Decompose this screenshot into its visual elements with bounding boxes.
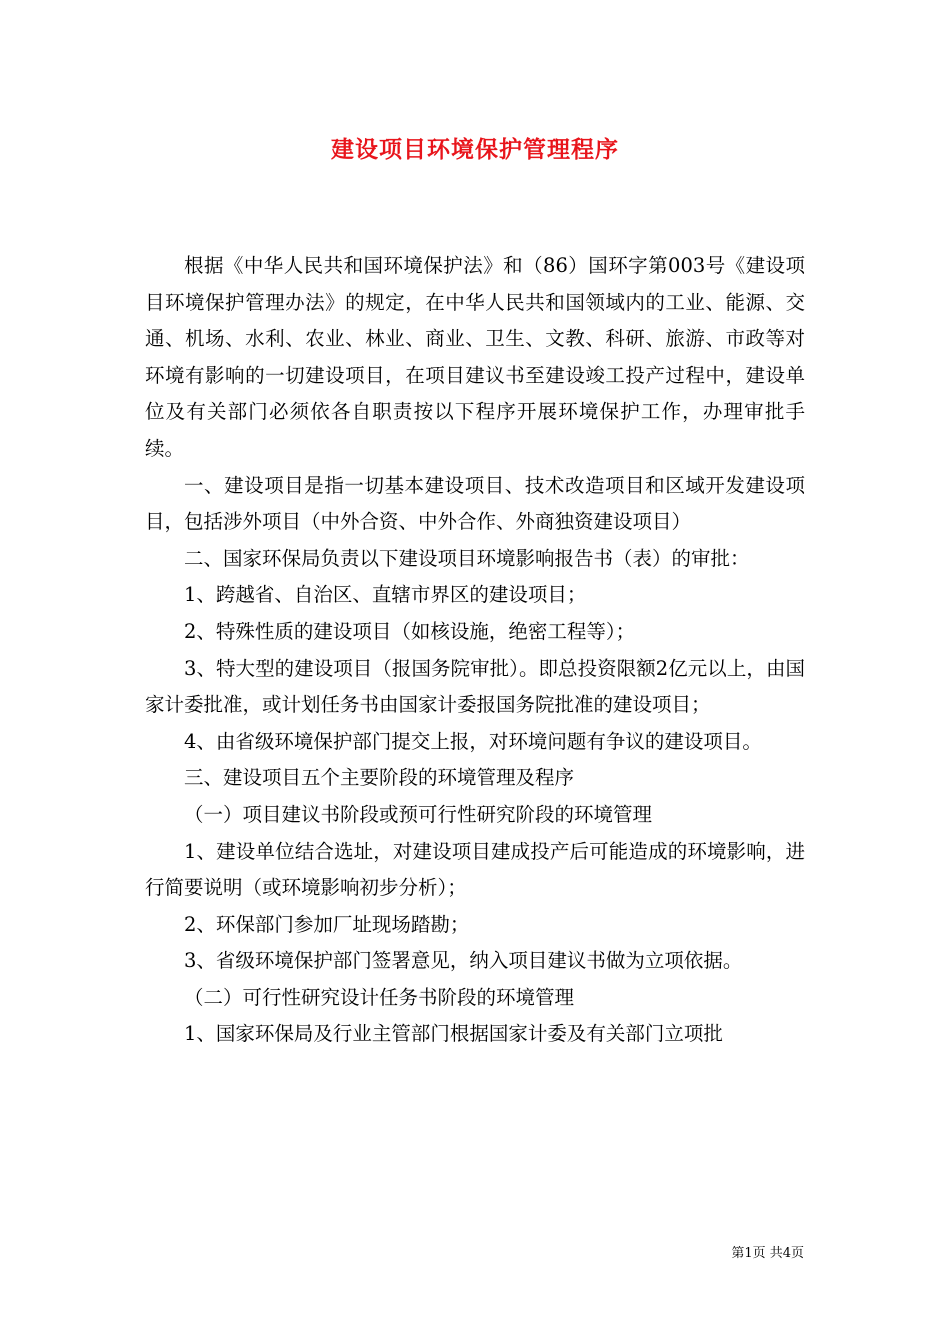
paragraph: 二、国家环保局负责以下建设项目环境影响报告书（表）的审批： bbox=[184, 546, 750, 570]
paragraph: 3、省级环境保护部门签署意见，纳入项目建议书做为立项依据。 bbox=[184, 949, 743, 973]
paragraph: 三、建设项目五个主要阶段的环境管理及程序 bbox=[184, 766, 575, 790]
paragraph: （一）项目建议书阶段或预可行性研究阶段的环境管理 bbox=[184, 802, 653, 826]
paragraph: 1、跨越省、自治区、直辖市界区的建设项目； bbox=[184, 583, 587, 607]
document-body bbox=[145, 248, 805, 1053]
paragraph: 1、国家环保局及行业主管部门根据国家计委及有关部门立项批 bbox=[184, 1022, 723, 1046]
paragraph: 4、由省级环境保护部门提交上报，对环境问题有争议的建设项目。 bbox=[184, 729, 762, 753]
paragraph: 3、特大型的建设项目（报国务院审批）。即总投资限额2亿元以上，由国家计委批准，或计划任务书由国家计委报国务院批准的建设项目； bbox=[145, 656, 805, 717]
document-title: 建设项目环境保护管理程序 bbox=[331, 136, 619, 163]
paragraph: 根据《中华人民共和国环境保护法》和（86）国环字第003号《建设项目环境保护管理办法》的规定，在中华人民共和国领域内的工业、能源、交通、机场、水利、农业、林业、商业、卫生、文教、科研、旅游、市政等对环境有影响的一切建设项目，在项目建议书至建设竣工投产过程中，建设单位及有关部门必须依各自职责按以下程序开展环境保护工作，办理审批手续。 bbox=[145, 254, 805, 460]
paragraph: （二）可行性研究设计任务书阶段的环境管理 bbox=[184, 985, 575, 1009]
paragraph: 一、建设项目是指一切基本建设项目、技术改造项目和区域开发建设项目，包括涉外项目（中外合资、中外合作、外商独资建设项目） bbox=[145, 473, 805, 534]
paragraph: 1、建设单位结合选址，对建设项目建成投产后可能造成的环境影响，进行简要说明（或环境影响初步分析）； bbox=[145, 839, 805, 900]
paragraph: 2、特殊性质的建设项目（如核设施，绝密工程等）； bbox=[184, 619, 636, 643]
paragraph: 2、环保部门参加厂址现场踏勘； bbox=[184, 912, 470, 936]
page-number: 第1页 共4页 bbox=[731, 1246, 804, 1261]
